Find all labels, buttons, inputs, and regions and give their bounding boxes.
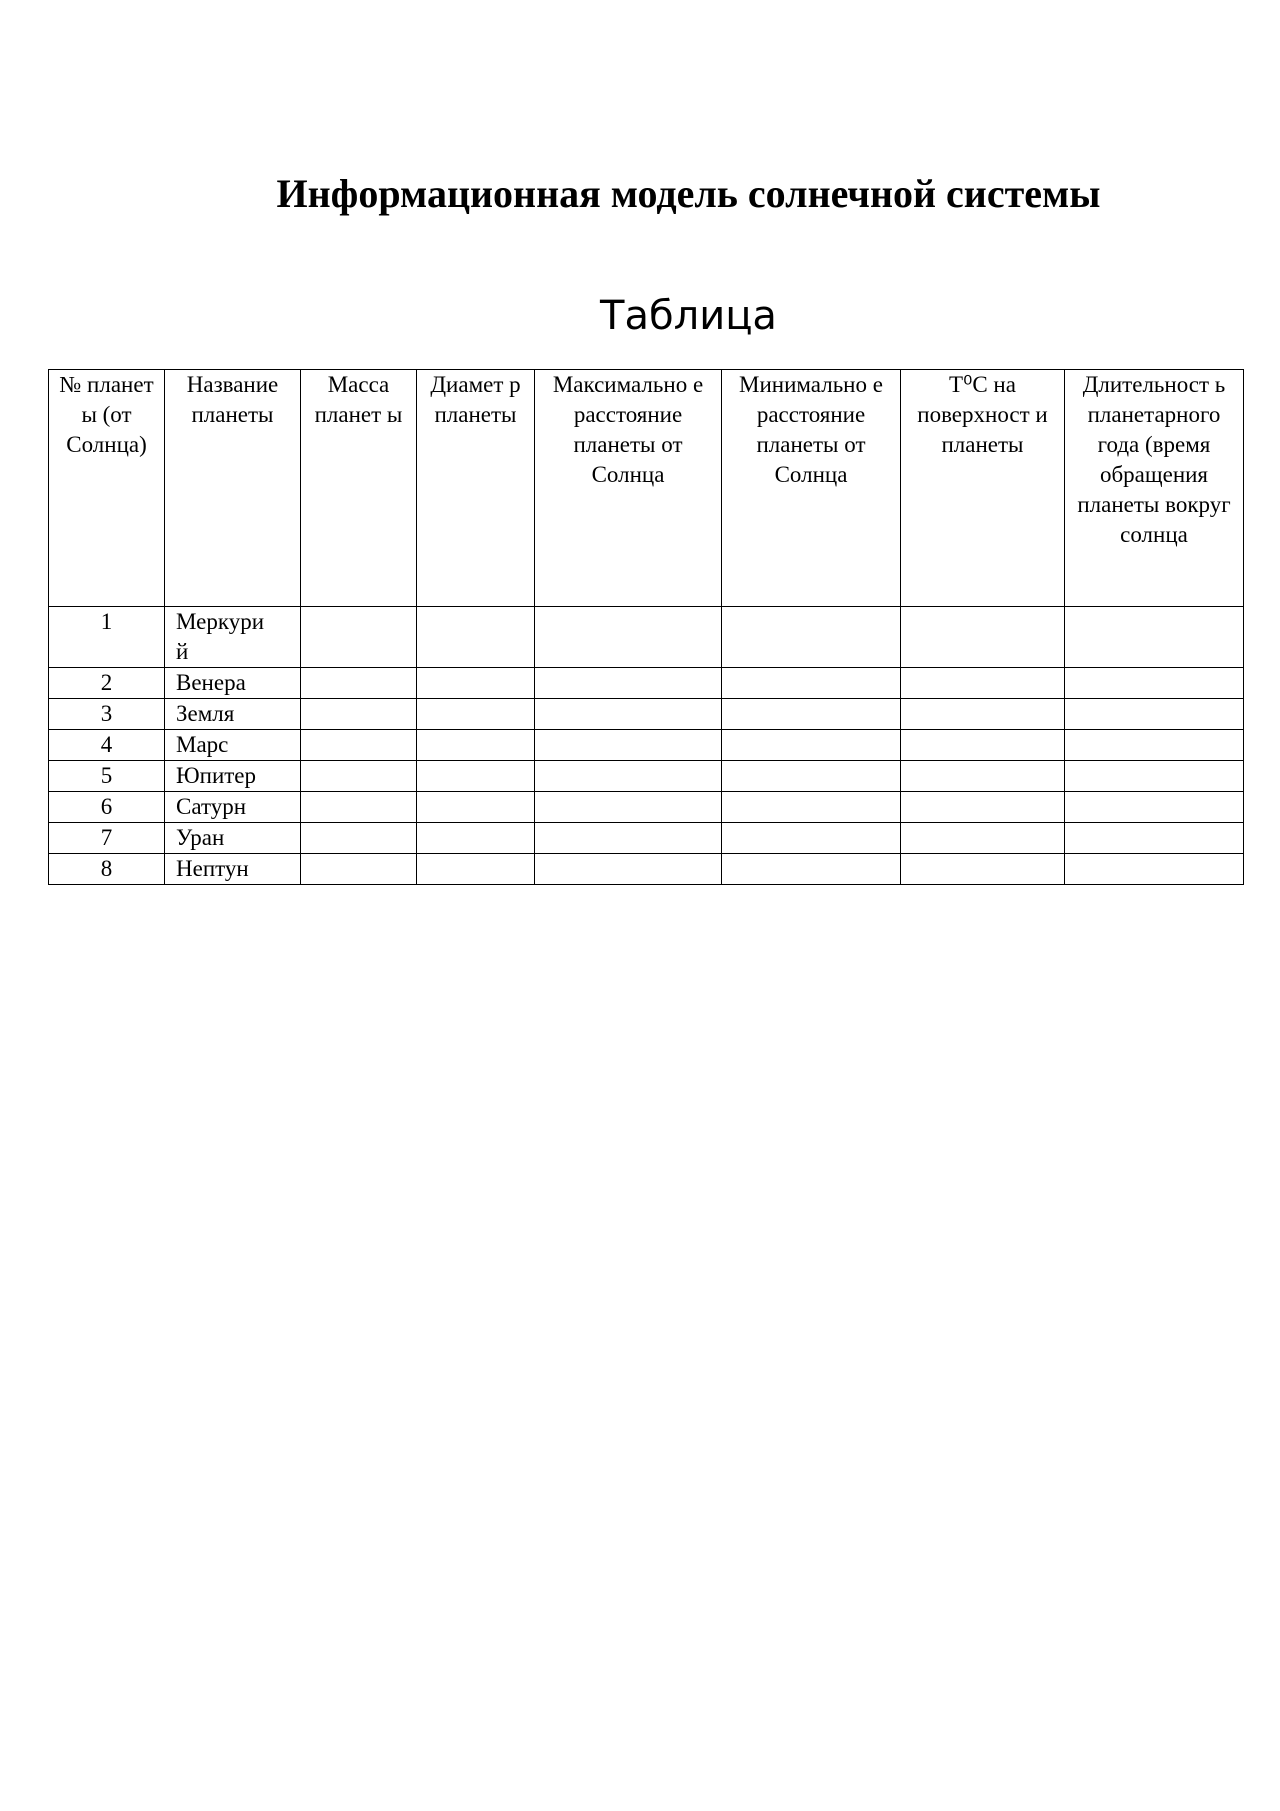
planet-temperature-cell — [901, 668, 1065, 699]
planet-mass-cell — [301, 792, 417, 823]
planet-mass-cell — [301, 699, 417, 730]
planet-mass-cell — [301, 730, 417, 761]
planet-mass-cell — [301, 823, 417, 854]
planet-min-distance-cell — [722, 668, 901, 699]
table-row — [49, 668, 1244, 699]
planet-name-text: Меркурий — [176, 609, 265, 664]
planet-temperature-cell — [901, 792, 1065, 823]
planet-number: 2 — [49, 668, 165, 699]
table-row — [49, 854, 1244, 885]
planet-diameter-cell — [417, 668, 535, 699]
planet-orbital-period-cell — [1065, 854, 1244, 885]
table-row — [49, 823, 1244, 854]
planet-mass-cell — [301, 607, 417, 668]
planet-name: Нептун — [165, 854, 301, 885]
planet-mass-cell — [301, 668, 417, 699]
planet-min-distance-cell — [722, 854, 901, 885]
planet-orbital-period-cell — [1065, 823, 1244, 854]
planet-name: Юпитер — [165, 761, 301, 792]
planet-temperature-cell — [901, 730, 1065, 761]
planet-orbital-period-cell — [1065, 699, 1244, 730]
planet-diameter-cell — [417, 792, 535, 823]
planet-orbital-period-cell — [1065, 730, 1244, 761]
table-header-row — [49, 370, 1244, 607]
planet-mass-cell — [301, 854, 417, 885]
planet-number: 8 — [49, 854, 165, 885]
header-planet-mass: Масса планет ы — [301, 370, 417, 607]
table-row — [49, 699, 1244, 730]
planet-temperature-cell — [901, 823, 1065, 854]
planets-table — [48, 369, 1244, 885]
planet-min-distance-cell — [722, 607, 901, 668]
header-planet-name: Название планеты — [165, 370, 301, 607]
planet-diameter-cell — [417, 854, 535, 885]
planet-name: Земля — [165, 699, 301, 730]
planet-max-distance-cell — [535, 730, 722, 761]
table-row — [49, 607, 1244, 668]
header-orbital-period: Длительност ь планетарного года (время обращения планеты вокруг солнца — [1065, 370, 1244, 607]
planet-min-distance-cell — [722, 699, 901, 730]
table-row — [49, 730, 1244, 761]
table-caption: Таблица — [600, 293, 777, 339]
planet-temperature-cell — [901, 699, 1065, 730]
header-planet-number: № планет ы (от Солнца) — [49, 370, 165, 607]
planet-name: Марс — [165, 730, 301, 761]
table-row — [49, 761, 1244, 792]
planet-max-distance-cell — [535, 854, 722, 885]
planet-max-distance-cell — [535, 823, 722, 854]
planet-number: 3 — [49, 699, 165, 730]
planet-min-distance-cell — [722, 761, 901, 792]
planet-max-distance-cell — [535, 761, 722, 792]
planet-number: 6 — [49, 792, 165, 823]
planet-diameter-cell — [417, 823, 535, 854]
planet-number: 4 — [49, 730, 165, 761]
planet-temperature-cell — [901, 607, 1065, 668]
header-planet-diameter: Диамет р планеты — [417, 370, 535, 607]
document-title: Информационная модель солнечной системы — [276, 171, 1101, 216]
planet-name — [165, 607, 301, 668]
planet-name: Венера — [165, 668, 301, 699]
planet-max-distance-cell — [535, 607, 722, 668]
planet-min-distance-cell — [722, 792, 901, 823]
header-max-distance: Максимально е расстояние планеты от Солнца — [535, 370, 722, 607]
planet-min-distance-cell — [722, 730, 901, 761]
planet-orbital-period-cell — [1065, 792, 1244, 823]
planet-min-distance-cell — [722, 823, 901, 854]
planet-number: 7 — [49, 823, 165, 854]
planet-diameter-cell — [417, 730, 535, 761]
planet-number: 5 — [49, 761, 165, 792]
planet-diameter-cell — [417, 761, 535, 792]
planet-name: Уран — [165, 823, 301, 854]
planet-temperature-cell — [901, 854, 1065, 885]
planet-diameter-cell — [417, 607, 535, 668]
planet-max-distance-cell — [535, 668, 722, 699]
planet-orbital-period-cell — [1065, 607, 1244, 668]
planet-diameter-cell — [417, 699, 535, 730]
planet-orbital-period-cell — [1065, 668, 1244, 699]
table-row — [49, 792, 1244, 823]
planet-orbital-period-cell — [1065, 761, 1244, 792]
planet-temperature-cell — [901, 761, 1065, 792]
planet-name: Сатурн — [165, 792, 301, 823]
planet-mass-cell — [301, 761, 417, 792]
planet-number: 1 — [49, 607, 165, 668]
planet-max-distance-cell — [535, 792, 722, 823]
header-min-distance: Минимально е расстояние планеты от Солнца — [722, 370, 901, 607]
header-surface-temperature: T⁰C на поверхност и планеты — [901, 370, 1065, 607]
planet-max-distance-cell — [535, 699, 722, 730]
